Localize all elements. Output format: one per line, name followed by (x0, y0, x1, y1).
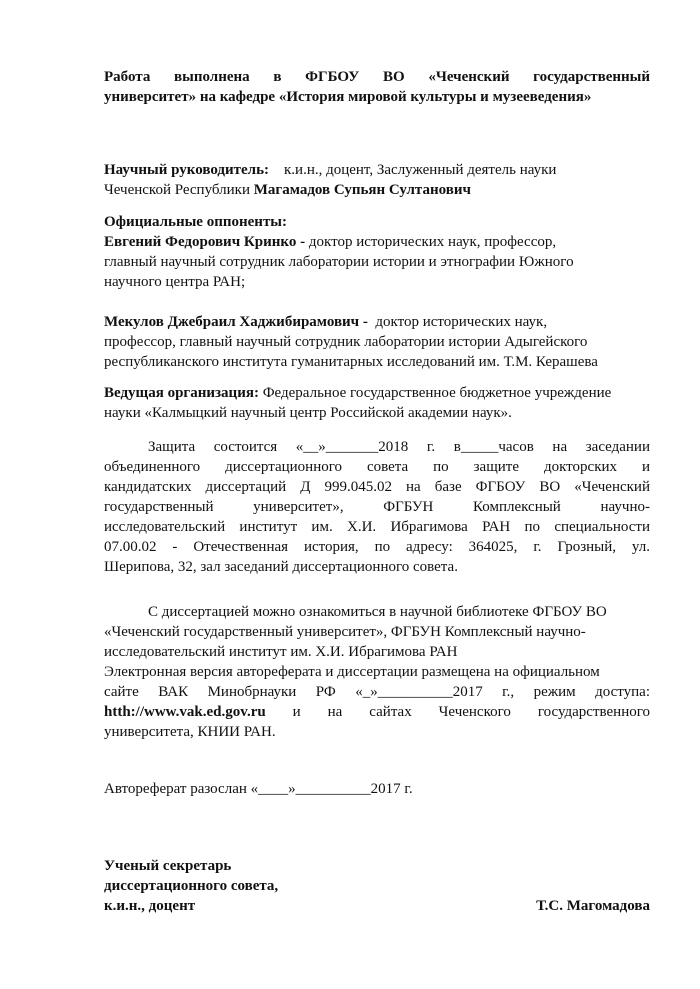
vak-url-link[interactable]: htth://www.vak.ed.gov.ru (104, 704, 266, 720)
leading-org-part-1: Федеральное государственное бюджетное учреждение (262, 385, 612, 401)
signature-line-3: к.и.н., доцент (104, 898, 196, 914)
opponents-block (104, 212, 650, 372)
supervisor-label: Научный руководитель: (104, 162, 269, 178)
library-line-1: С диссертацией можно ознакомиться в научной библиотеке ФГБОУ ВО (148, 604, 607, 620)
opponent-1-name: Евгений Федорович Кринко - (104, 234, 306, 250)
library-line-4: Электронная версия автореферата и диссертации размещена на официальном (104, 664, 600, 680)
opponent-1-line-1 (104, 232, 650, 252)
leading-label: Ведущая организация: (104, 385, 259, 401)
supervisor-line-1 (104, 160, 650, 180)
abstract-sent-text: Автореферат разослан «____»__________2017 г. (104, 781, 413, 797)
library-paragraph (104, 602, 650, 742)
secretary-name: Т.С. Магомадова (536, 898, 650, 914)
supervisor-details: к.и.н., доцент, Заслуженный деятель науки (284, 162, 557, 178)
signature-line-1: Ученый секретарь (104, 858, 232, 874)
opponent-2-title: доктор исторических наук, (375, 314, 548, 330)
leading-line-2: науки «Калмыцкий научный центр Российской академии наук». (104, 405, 512, 421)
library-line-6-rest: и на сайтах Чеченского государственного (292, 704, 651, 720)
signature-block (104, 856, 650, 916)
opponent-1-title: доктор исторических наук, профессор, (308, 234, 557, 250)
library-line-2: «Чеченский государственный университет», ФГБУН Комплексный научно- (104, 624, 586, 640)
opponents-heading: Официальные оппоненты: (104, 214, 288, 230)
defense-line-6: 07.00.02 - Отечественная история, по адресу: 364025, г. Грозный, ул. (104, 539, 650, 555)
defense-line-2: объединенного диссертационного совета по защите докторских и (104, 459, 650, 475)
signature-line-2: диссертационного совета, (104, 878, 279, 894)
library-line-6 (104, 702, 650, 722)
library-line-7: университета, КНИИ РАН. (104, 724, 276, 740)
library-line-3: исследовательский институт им. Х.И. Ибрагимова РАН (104, 644, 458, 660)
supervisor-line-2 (104, 180, 650, 200)
defense-line-5: исследовательский институт им. Х.И. Ибрагимова РАН по специальности (104, 519, 650, 535)
library-line-5: сайте ВАК Минобрнауки РФ «_»__________2017 г., режим доступа: (104, 684, 650, 700)
opponent-2-line-3: республиканского института гуманитарных исследований им. Т.М. Керашева (104, 354, 598, 370)
intro-line-1: Работа выполнена в ФГБОУ ВО «Чеченский государственный (104, 69, 650, 85)
leading-line-1 (104, 383, 650, 403)
intro-line-2: университет» на кафедре «История мировой культуры и музееведения» (104, 89, 592, 105)
defense-line-1: Защита состоится «__»_______2018 г. в_____часов на заседании (148, 439, 650, 455)
defense-line-4: государственный университет», ФГБУН Комплексный научно- (104, 499, 650, 515)
opponent-1-line-3: научного центра РАН; (104, 274, 246, 290)
intro-paragraph (104, 67, 650, 107)
defense-line-3: кандидатских диссертаций Д 999.045.02 на базе ФГБОУ ВО «Чеченский (104, 479, 650, 495)
supervisor-region: Чеченской Республики (104, 182, 250, 198)
abstract-sent-line (104, 779, 650, 799)
opponent-2-name: Мекулов Джебраил Хаджибирамович - (104, 314, 368, 330)
defense-line-7: Шерипова, 32, зал заседаний диссертационного совета. (104, 559, 458, 575)
supervisor-name: Магамадов Супьян Султанович (253, 182, 471, 198)
supervisor-block (104, 160, 650, 200)
opponent-2-line-2: профессор, главный научный сотрудник лаборатории истории Адыгейского (104, 334, 588, 350)
leading-organization-block (104, 383, 650, 423)
opponent-1-line-2: главный научный сотрудник лаборатории истории и этнографии Южного (104, 254, 574, 270)
opponent-2-line-1 (104, 312, 650, 332)
defense-paragraph (104, 437, 650, 577)
